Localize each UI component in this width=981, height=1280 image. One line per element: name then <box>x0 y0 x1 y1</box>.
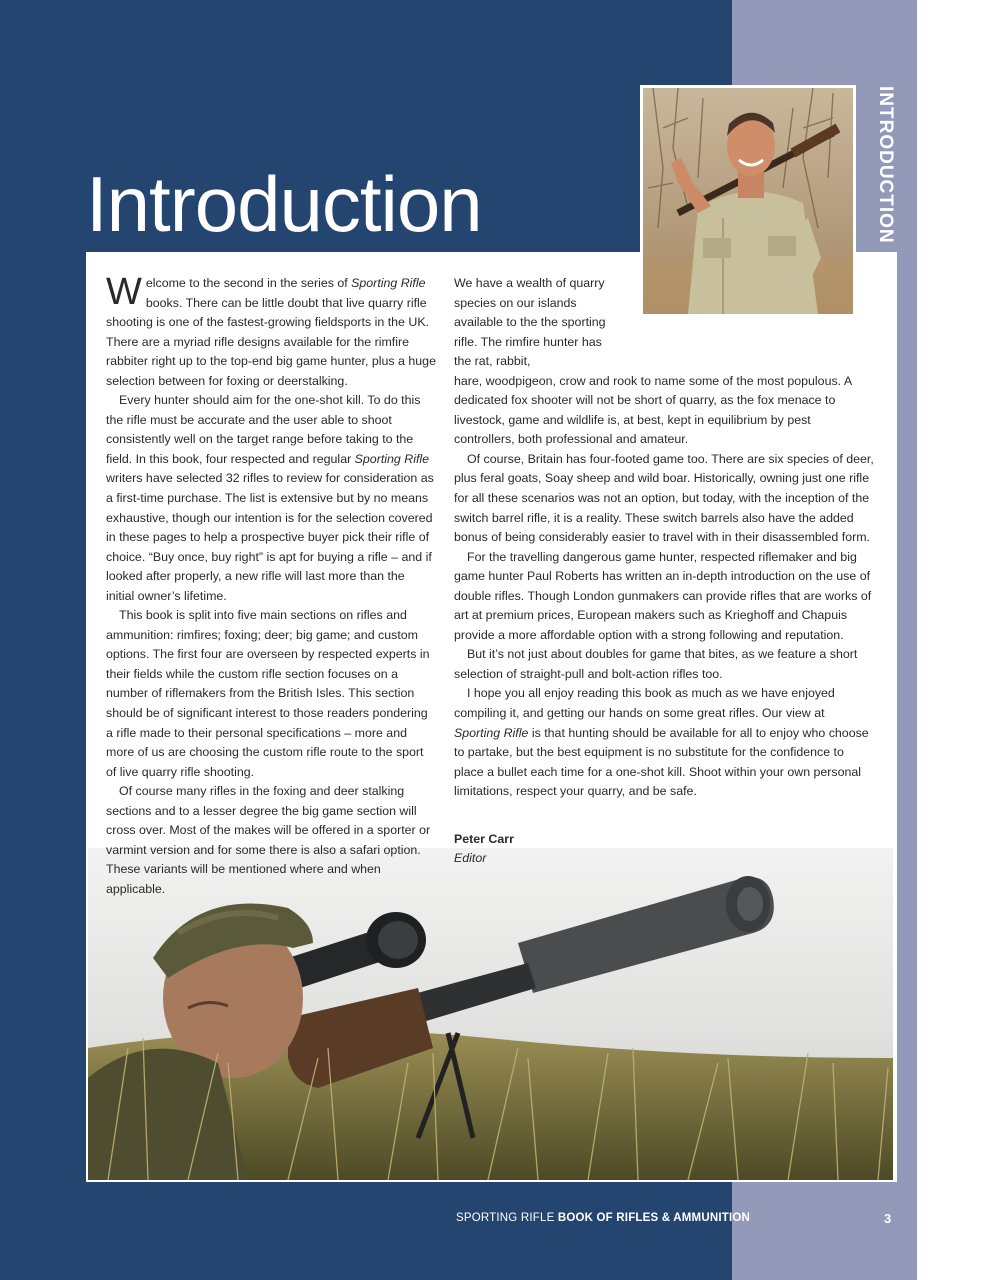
section-tab <box>870 86 900 244</box>
page-title: Introduction <box>86 160 482 248</box>
drop-cap: W <box>106 271 142 313</box>
running-footer: SPORTING RIFLE BOOK OF RIFLES & AMMUNITION <box>456 1212 751 1224</box>
paragraph: This book is split into five main sections on rifles and ammunition: rimfires; foxing; deer; big game; and custom options. The first four are overseen by respected experts in their fields while the custom rifle section focuses on a number of riflemakers from the British Isles. This section should be of significant interest to those readers pondering a rifle made to their personal specifications – more and more of us are choosing the custom rifle route to the sport of live quarry rifle shooting. <box>106 608 430 779</box>
paragraph: Every hunter should aim for the one-shot kill. To do this the rifle must be accurate and the user able to shoot consistently well on the target range before taking to the field. In this book, four respected and regular Sporting Rifle writers have selected 32 rifles to review for consideration as a first-time purchase. The list is extensive but by no means exhaustive, though our intention is for the selection covered in these pages to help a prospective buyer pick their rifle of choice. “Buy once, buy right” is apt for buying a rifle – and if looked after properly, a new rifle will last more than the initial owner’s lifetime. <box>106 393 434 603</box>
text-column-left <box>106 271 436 900</box>
paragraph: For the travelling dangerous game hunter, respected riflemaker and big game hunter Paul Roberts has written an in-depth introduction on the use of double rifles. Though London gunmakers can provide rifles that are works of art at premium prices, European makers such as Krieghoff and Chapuis provide a more affordable option with a strong following and reputation. <box>454 549 872 642</box>
paragraph: Of course, Britain has four-footed game too. There are six species of deer, plus feral goats, Soay sheep and wild boar. Historically, owning just one rifle for all these scenarios was not an option, but today, with the inception of the switch barrel rifle, it is a reality. These switch barrels also have the added bonus of being considerably easier to travel with in their disassembled form. <box>454 451 874 545</box>
signature-role: Editor <box>454 851 487 866</box>
page-margin <box>917 0 981 1280</box>
paragraph: We have a wealth of quarry species on our islands available to the the sporting rifle. The rimfire hunter has the rat, rabbit, hare, woodpigeon, crow and rook to name some of the most populous. A dedicated fox shooter will not be short of quarry, as the fox menace to livestock, game and wildlife is, at best, kept in equilibrium by pest controllers, both professional and amateur. <box>454 276 852 447</box>
text-column-right <box>454 274 874 869</box>
paragraph: Welcome to the second in the series of Sporting Rifle books. There can be little doubt that live quarry rifle shooting is one of the fastest-growing fieldsports in the UK. There are a myriad rifle designs available for the rimfire rabbiter right up to the top-end big game hunter, plus a huge selection between for foxing or deerstalking. <box>106 271 436 388</box>
paragraph: I hope you all enjoy reading this book as much as we have enjoyed compiling it, and getting our hands on some great rifles. Our view at Sporting Rifle is that hunting should be available for all to enjoy who choose to partake, but the best equipment is no substitute for the confidence to place a bullet each time for a one-shot kill. Shoot within your own personal limitations, respect your quarry, and be safe. <box>454 686 869 799</box>
signature <box>454 830 874 869</box>
signature-name: Peter Carr <box>454 831 514 846</box>
paragraph: Of course many rifles in the foxing and deer stalking sections and to a lesser degree the big game section will cross over. Most of the makes will be offered in a sporter or varmint version and for some there is also a safari option. These variants will be mentioned where and when applicable. <box>106 784 431 896</box>
page-number: 3 <box>884 1211 892 1226</box>
paragraph: But it’s not just about doubles for game that bites, as we feature a short selection of straight-pull and bolt-action rifles too. <box>454 647 858 681</box>
section-tab-label: INTRODUCTION <box>875 86 896 244</box>
